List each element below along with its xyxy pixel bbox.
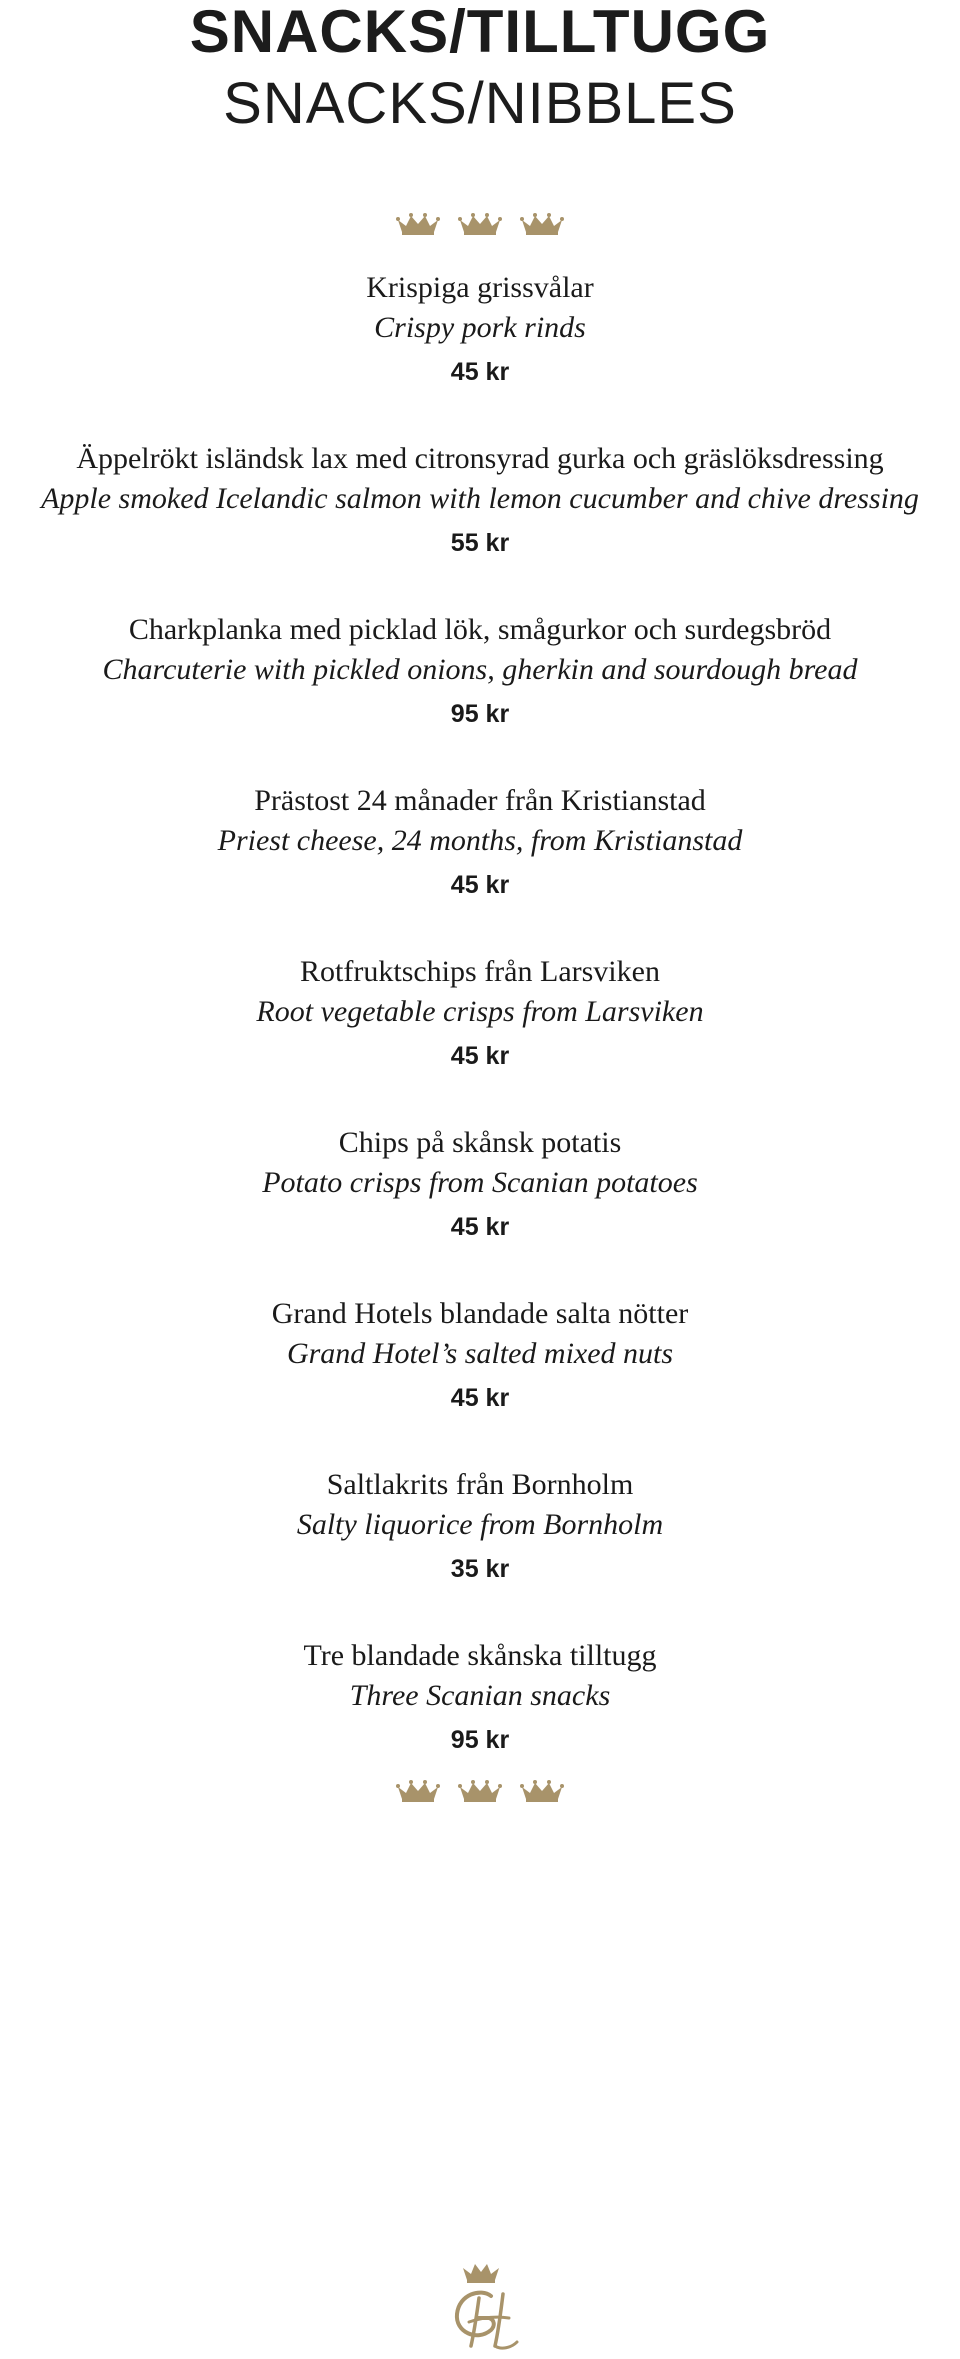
- item-name-swedish: Krispiga grissvålar: [366, 271, 594, 304]
- menu-item: [0, 610, 960, 781]
- item-price: 95 kr: [450, 700, 510, 728]
- menu-item: [0, 1123, 960, 1294]
- menu-item: [0, 1465, 960, 1636]
- item-name-english: Root vegetable crisps from Larsviken: [256, 995, 704, 1028]
- item-name-swedish: Tre blandade skånska tilltugg: [303, 1639, 657, 1672]
- grand-hotel-monogram-icon: [433, 2258, 529, 2354]
- item-name-english: Three Scanian snacks: [349, 1679, 611, 1712]
- item-name-english: Salty liquorice from Bornholm: [296, 1508, 664, 1541]
- crown-icon: [520, 1779, 564, 1803]
- menu-item: [0, 1294, 960, 1465]
- item-price: 45 kr: [450, 1384, 510, 1412]
- item-name-english: Apple smoked Icelandic salmon with lemon cucumber and chive dressing: [41, 482, 919, 515]
- menu-item: [0, 952, 960, 1123]
- crown-icon: [520, 212, 564, 236]
- crown-divider-top: [0, 212, 960, 236]
- item-price: 55 kr: [450, 529, 510, 557]
- item-name-swedish: Prästost 24 månader från Kristianstad: [254, 784, 706, 817]
- item-name-english: Grand Hotel’s salted mixed nuts: [286, 1337, 674, 1370]
- item-price: 45 kr: [450, 1213, 510, 1241]
- item-name-swedish: Charkplanka med picklad lök, smågurkor och surdegsbröd: [128, 613, 832, 646]
- item-name-swedish: Grand Hotels blandade salta nötter: [271, 1297, 689, 1330]
- item-name-english: Priest cheese, 24 months, from Kristianstad: [217, 824, 743, 857]
- item-price: 45 kr: [450, 358, 510, 386]
- menu-item: [0, 781, 960, 952]
- item-name-swedish: Äppelrökt isländsk lax med citronsyrad gurka och gräslöksdressing: [76, 442, 884, 475]
- crown-divider-bottom: [0, 1779, 960, 1803]
- item-price: 45 kr: [450, 871, 510, 899]
- crown-icon: [396, 1779, 440, 1803]
- item-name-swedish: Saltlakrits från Bornholm: [326, 1468, 634, 1501]
- menu-header: [0, 0, 960, 136]
- menu-item: [0, 268, 960, 439]
- item-price: 35 kr: [450, 1555, 510, 1583]
- item-name-english: Charcuterie with pickled onions, gherkin and sourdough bread: [102, 653, 858, 686]
- item-name-swedish: Chips på skånsk potatis: [338, 1126, 622, 1159]
- item-name-swedish: Rotfruktschips från Larsviken: [300, 955, 660, 988]
- menu-list: [0, 268, 960, 1807]
- crown-icon: [396, 212, 440, 236]
- menu-item: [0, 439, 960, 610]
- item-price: 45 kr: [450, 1042, 510, 1070]
- item-price: 95 kr: [450, 1726, 510, 1754]
- item-name-english: Potato crisps from Scanian potatoes: [262, 1166, 698, 1199]
- page-title-english: SNACKS/NIBBLES: [223, 71, 737, 136]
- crown-icon: [458, 1779, 502, 1803]
- crown-icon: [458, 212, 502, 236]
- page-title-swedish: SNACKS/TILLTUGG: [189, 0, 771, 65]
- item-name-english: Crispy pork rinds: [374, 311, 586, 344]
